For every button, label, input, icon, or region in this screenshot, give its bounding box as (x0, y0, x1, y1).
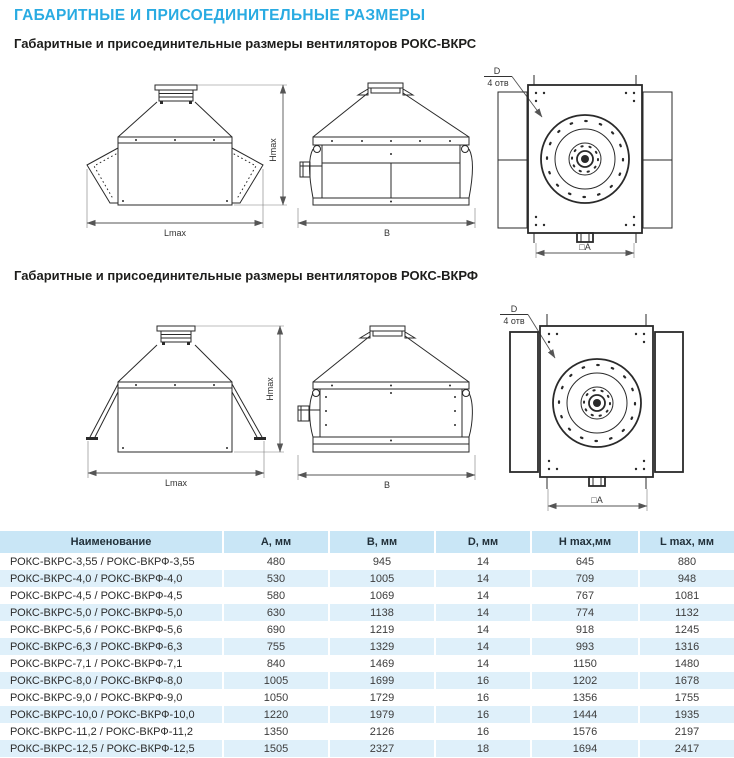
table-row (0, 723, 734, 740)
model-name-cell: РОКС-ВКРС-4,0 / РОКС-ВКРФ-4,0 (10, 572, 183, 585)
table-row (0, 706, 734, 723)
lmax-dimension-label: Lmax (163, 228, 187, 238)
column-header-name: Наименование (0, 531, 222, 553)
dimension-value-cell: 18 (434, 740, 530, 757)
model-name-cell: РОКС-ВКРС-9,0 / РОКС-ВКРФ-9,0 (10, 691, 183, 704)
dimension-value-cell: 1480 (638, 655, 734, 672)
dimension-value-cell: 1356 (530, 689, 638, 706)
model-name-cell: РОКС-ВКРС-10,0 / РОКС-ВКРФ-10,0 (10, 708, 195, 721)
vkrs-front-view-drawing (78, 62, 290, 252)
dimension-value-cell: 14 (434, 604, 530, 621)
dimension-value-cell: 1329 (328, 638, 434, 655)
dimension-value-cell: 1694 (530, 740, 638, 757)
b-dimension-label: B (383, 480, 391, 490)
dimension-value-cell: 480 (222, 553, 328, 570)
column-header-a: А, мм (222, 531, 328, 553)
dimension-value-cell: 1755 (638, 689, 734, 706)
dimension-value-cell: 2126 (328, 723, 434, 740)
holes-count-label: 4 отв (487, 78, 509, 88)
dimension-value-cell: 709 (530, 570, 638, 587)
dimension-value-cell: 14 (434, 587, 530, 604)
vkrf-top-view-drawing (470, 300, 734, 520)
dimension-value-cell: 1219 (328, 621, 434, 638)
dimension-value-cell: 1081 (638, 587, 734, 604)
holes-count-label: 4 отв (503, 316, 525, 326)
square-a-dimension-label: □A (591, 495, 603, 505)
dimension-value-cell: 580 (222, 587, 328, 604)
dimension-value-cell: 948 (638, 570, 734, 587)
dimension-value-cell: 630 (222, 604, 328, 621)
dimension-value-cell: 880 (638, 553, 734, 570)
dimension-value-cell: 14 (434, 655, 530, 672)
dimension-value-cell: 1138 (328, 604, 434, 621)
dimension-value-cell: 645 (530, 553, 638, 570)
header-row (0, 531, 734, 553)
hmax-dimension-label: Hmax (268, 138, 278, 162)
dimension-value-cell: 1979 (328, 706, 434, 723)
table-row (0, 655, 734, 672)
table-row (0, 740, 734, 757)
dimension-value-cell: 2417 (638, 740, 734, 757)
dimension-value-cell: 1150 (530, 655, 638, 672)
dimension-value-cell: 1316 (638, 638, 734, 655)
page-title: ГАБАРИТНЫЕ И ПРИСОЕДИНИТЕЛЬНЫЕ РАЗМЕРЫ (14, 7, 426, 24)
vkrf-front-view-drawing (78, 318, 290, 490)
column-header-d: D, мм (434, 531, 530, 553)
d-hole-label: D (510, 304, 518, 314)
dimension-value-cell: 993 (530, 638, 638, 655)
dimensions-table-body (0, 553, 734, 757)
dimension-value-cell: 2327 (328, 740, 434, 757)
dimension-value-cell: 1699 (328, 672, 434, 689)
dimension-value-cell: 1505 (222, 740, 328, 757)
dimension-value-cell: 1935 (638, 706, 734, 723)
dimension-value-cell: 1005 (328, 570, 434, 587)
dimension-value-cell: 14 (434, 553, 530, 570)
dimension-value-cell: 1678 (638, 672, 734, 689)
dimension-value-cell: 2197 (638, 723, 734, 740)
dimensions-table (0, 531, 734, 757)
table-row (0, 587, 734, 604)
dimension-value-cell: 16 (434, 672, 530, 689)
vkrs-top-view-drawing (470, 62, 734, 262)
table-row (0, 638, 734, 655)
dimension-value-cell: 1350 (222, 723, 328, 740)
dimension-value-cell: 690 (222, 621, 328, 638)
dimension-value-cell: 530 (222, 570, 328, 587)
table-row (0, 689, 734, 706)
dimension-value-cell: 774 (530, 604, 638, 621)
dimension-value-cell: 767 (530, 587, 638, 604)
model-name-cell: РОКС-ВКРС-7,1 / РОКС-ВКРФ-7,1 (10, 657, 183, 670)
dimension-value-cell: 14 (434, 638, 530, 655)
model-name-cell: РОКС-ВКРС-5,6 / РОКС-ВКРФ-5,6 (10, 623, 183, 636)
dimensions-table-head (0, 531, 734, 553)
table-row (0, 621, 734, 638)
model-name-cell: РОКС-ВКРС-3,55 / РОКС-ВКРФ-3,55 (10, 555, 195, 568)
table-row (0, 553, 734, 570)
model-name-cell: РОКС-ВКРС-5,0 / РОКС-ВКРФ-5,0 (10, 606, 183, 619)
model-name-cell: РОКС-ВКРС-4,5 / РОКС-ВКРФ-4,5 (10, 589, 183, 602)
column-header-b: В, мм (328, 531, 434, 553)
dimension-value-cell: 14 (434, 621, 530, 638)
square-a-dimension-label: □A (579, 242, 591, 252)
dimension-value-cell: 1069 (328, 587, 434, 604)
dimension-value-cell: 1576 (530, 723, 638, 740)
section-vkrf-subtitle: Габаритные и присоединительные размеры вентиляторов РОКС-ВКРФ (14, 268, 479, 283)
model-name-cell: РОКС-ВКРС-8,0 / РОКС-ВКРФ-8,0 (10, 674, 183, 687)
dimension-value-cell: 16 (434, 689, 530, 706)
column-header-hmax: H max,мм (530, 531, 638, 553)
d-hole-label: D (493, 66, 501, 76)
model-name-cell: РОКС-ВКРС-12,5 / РОКС-ВКРФ-12,5 (10, 742, 195, 755)
dimension-value-cell: 1050 (222, 689, 328, 706)
dimension-value-cell: 1444 (530, 706, 638, 723)
dimension-value-cell: 1132 (638, 604, 734, 621)
dimension-value-cell: 1729 (328, 689, 434, 706)
model-name-cell: РОКС-ВКРС-6,3 / РОКС-ВКРФ-6,3 (10, 640, 183, 653)
dimension-value-cell: 1202 (530, 672, 638, 689)
dimension-value-cell: 14 (434, 570, 530, 587)
dimension-value-cell: 840 (222, 655, 328, 672)
dimension-value-cell: 945 (328, 553, 434, 570)
column-header-lmax: L max, мм (638, 531, 734, 553)
b-dimension-label: B (383, 228, 391, 238)
table-row (0, 570, 734, 587)
dimension-value-cell: 16 (434, 706, 530, 723)
dimension-value-cell: 1220 (222, 706, 328, 723)
dimension-value-cell: 755 (222, 638, 328, 655)
table-row (0, 604, 734, 621)
table-row (0, 672, 734, 689)
vkrs-side-view-drawing (292, 62, 492, 252)
dimension-value-cell: 1005 (222, 672, 328, 689)
dimension-value-cell: 1245 (638, 621, 734, 638)
lmax-dimension-label: Lmax (164, 478, 188, 488)
dimension-value-cell: 918 (530, 621, 638, 638)
vkrf-side-view-drawing (292, 318, 492, 490)
model-name-cell: РОКС-ВКРС-11,2 / РОКС-ВКРФ-11,2 (10, 725, 193, 738)
dimension-value-cell: 1469 (328, 655, 434, 672)
hmax-dimension-label: Hmax (265, 377, 275, 401)
dimension-value-cell: 16 (434, 723, 530, 740)
section-vkrs-subtitle: Габаритные и присоединительные размеры вентиляторов РОКС-ВКРС (14, 36, 477, 51)
